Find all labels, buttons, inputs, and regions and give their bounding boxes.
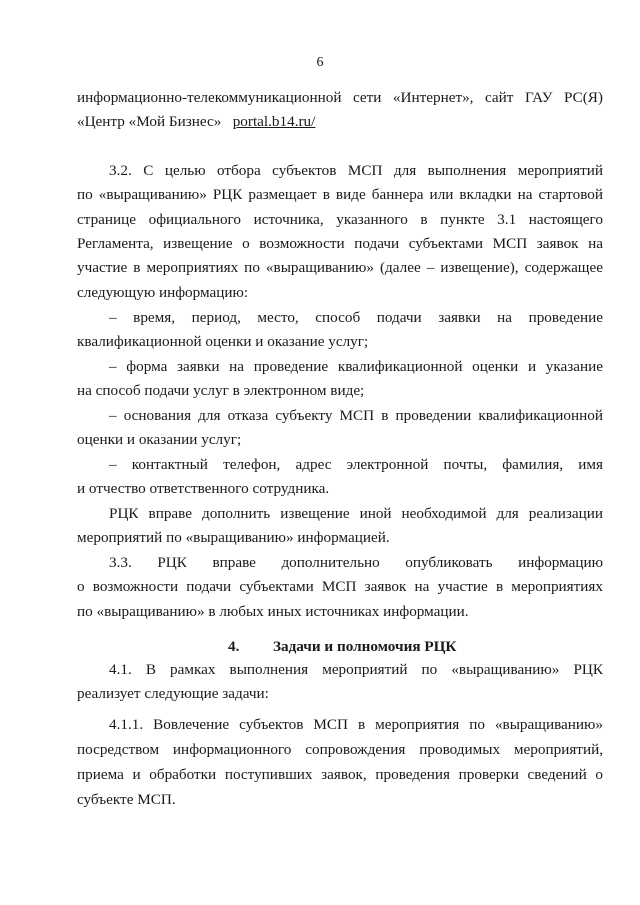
section-3-2-line: участие в мероприятиях по «выращиванию» (далее – извещение), содержащее bbox=[77, 259, 603, 276]
list-item-continuation: квалификационной оценки и оказание услуг; bbox=[77, 333, 369, 350]
section-heading bbox=[228, 638, 456, 656]
list-item: – основания для отказа субъекту МСП в проведении квалификационной bbox=[109, 407, 603, 424]
list-item: – форма заявки на проведение квалификационной оценки и указание bbox=[109, 358, 603, 375]
portal-link[interactable]: portal.b14.ru/ bbox=[232, 113, 316, 130]
section-3-2-line: следующую информацию: bbox=[77, 284, 249, 301]
section-heading-number: 4. bbox=[228, 638, 240, 655]
section-4-1-1-line: посредством информационного сопровождения проводимых мероприятий, bbox=[77, 741, 603, 758]
list-item: – контактный телефон, адрес электронной почты, фамилия, имя bbox=[109, 456, 603, 473]
section-4-1-1-line: субъекте МСП. bbox=[77, 791, 176, 808]
intro-line-1: информационно-телекоммуникационной сети «Интернет», сайт ГАУ РС(Я) bbox=[77, 89, 603, 106]
intro-line-2-text: «Центр «Мой Бизнес» bbox=[77, 113, 222, 130]
list-item-continuation: и отчество ответственного сотрудника. bbox=[77, 480, 330, 497]
intro-line-2 bbox=[77, 114, 315, 129]
section-4-1-line: 4.1. В рамках выполнения мероприятий по «выращиванию» РЦК bbox=[109, 661, 603, 678]
list-item: – время, период, место, способ подачи заявки на проведение bbox=[109, 309, 603, 326]
section-3-2-line: по «выращиванию» РЦК размещает в виде баннера или вкладки на стартовой bbox=[77, 186, 603, 203]
section-3-2-line: странице официального источника, указанного в пункте 3.1 настоящего bbox=[77, 211, 603, 228]
list-item-continuation: оценки и оказании услуг; bbox=[77, 431, 242, 448]
section-4-1-line: реализует следующие задачи: bbox=[77, 685, 269, 702]
section-3-3-line: о возможности подачи субъектами МСП заявок на участие в мероприятиях bbox=[77, 578, 603, 595]
list-item-continuation: на способ подачи услуг в электронном виде; bbox=[77, 382, 365, 399]
section-3-2-line: Регламента, извещение о возможности подачи субъектами МСП заявок на bbox=[77, 235, 603, 252]
section-4-1-1-line: приема и обработки поступивших заявок, проведения проверки сведений о bbox=[77, 766, 603, 783]
section-4-1-1-line: 4.1.1. Вовлечение субъектов МСП в мероприятия по «выращиванию» bbox=[109, 716, 603, 733]
closing-line: РЦК вправе дополнить извещение иной необходимой для реализации bbox=[109, 505, 603, 522]
closing-line: мероприятий по «выращиванию» информацией. bbox=[77, 529, 390, 546]
section-3-3-line: по «выращиванию» в любых иных источниках информации. bbox=[77, 603, 469, 620]
section-3-2-line: 3.2. С целью отбора субъектов МСП для выполнения мероприятий bbox=[109, 162, 603, 179]
section-heading-title: Задачи и полномочия РЦК bbox=[273, 638, 457, 655]
section-3-3-line: 3.3. РЦК вправе дополнительно опубликовать информацию bbox=[109, 554, 603, 571]
page-number: 6 bbox=[316, 55, 324, 70]
